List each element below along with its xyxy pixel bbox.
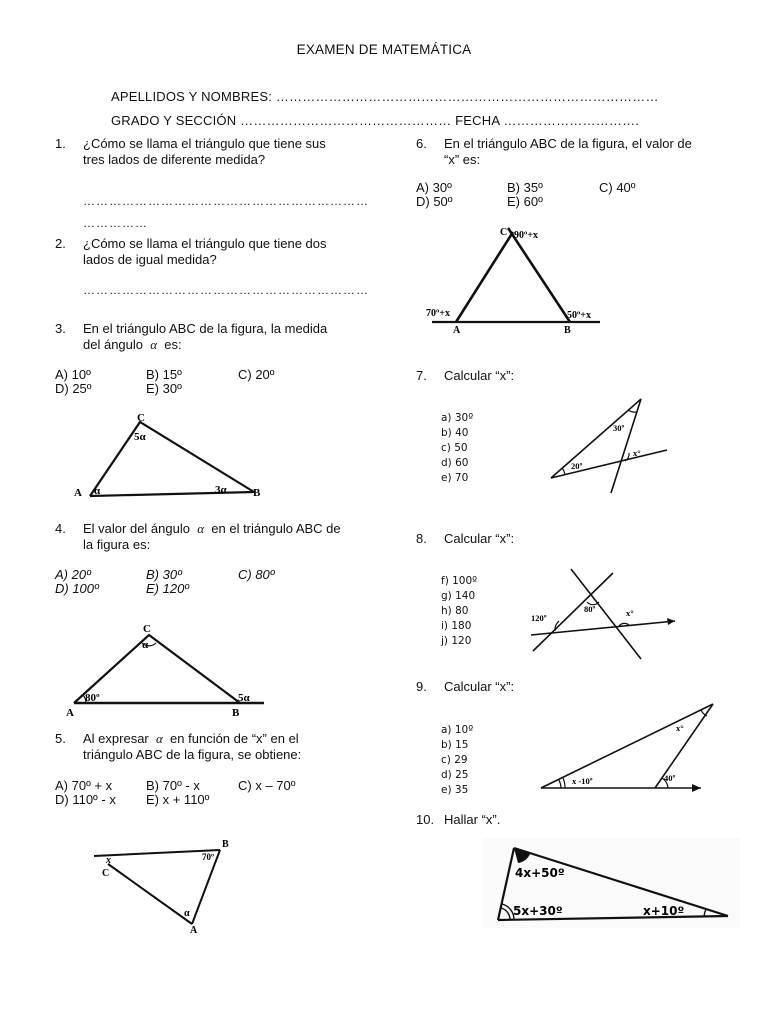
- question-6: [416, 136, 746, 176]
- option-c[interactable]: c) 29: [441, 754, 468, 766]
- question-9: [416, 679, 746, 697]
- question-1: [55, 136, 385, 176]
- option-c[interactable]: C) 80º: [238, 567, 275, 582]
- option-f[interactable]: f) 100º: [441, 575, 478, 587]
- options-q8: [441, 574, 477, 649]
- answer-blank[interactable]: …………………………………………………………: [83, 283, 369, 297]
- angle-figure-q8: [525, 565, 685, 660]
- angle-figure-q7: [545, 393, 675, 498]
- option-b[interactable]: b) 15: [441, 739, 469, 751]
- question-text: ¿Cómo se llama el triángulo que tiene dos lados de igual medida?: [83, 236, 327, 267]
- date-label: FECHA: [455, 113, 500, 128]
- question-number: 9.: [416, 679, 427, 694]
- option-d[interactable]: D) 100º: [55, 581, 99, 596]
- grade-date-line: [111, 113, 639, 128]
- angle-label: x°: [676, 723, 684, 733]
- question-number: 7.: [416, 368, 427, 383]
- question-text: Calcular “x”:: [444, 368, 515, 383]
- alpha-symbol: α: [197, 521, 205, 536]
- angle-label: x+10º: [643, 904, 685, 918]
- vertex-label: B: [564, 325, 571, 336]
- option-j[interactable]: j) 120: [441, 635, 472, 647]
- option-b[interactable]: B) 35º: [507, 180, 543, 195]
- angle-label: x°: [626, 608, 634, 618]
- question-7: [416, 368, 746, 386]
- grade-blank: …………………………………………: [240, 113, 452, 128]
- question-number: 8.: [416, 531, 427, 546]
- options-q3: [55, 368, 385, 400]
- option-b[interactable]: B) 30º: [146, 567, 182, 582]
- option-i[interactable]: i) 180: [441, 620, 472, 632]
- date-blank: ………………………….: [503, 113, 640, 128]
- option-e[interactable]: E) 30º: [146, 381, 182, 396]
- option-g[interactable]: g) 140: [441, 590, 476, 602]
- angle-label: 4x+50º: [515, 866, 565, 880]
- angle-label: 5x+30º: [513, 904, 563, 918]
- option-d[interactable]: D) 50º: [416, 194, 453, 209]
- exam-title: EXAMEN DE MATEMÁTICA: [296, 42, 472, 57]
- question-text: ¿Cómo se llama el triángulo que tiene sus tres lados de diferente medida?: [83, 136, 326, 167]
- option-d[interactable]: d) 25: [441, 769, 469, 781]
- angle-label: 80º: [584, 604, 596, 614]
- question-number: 10.: [416, 812, 435, 827]
- grade-label: GRADO Y SECCIÓN: [111, 113, 237, 128]
- vertex-label: B: [222, 839, 229, 850]
- question-8: [416, 531, 746, 549]
- angle-figure-q9: [535, 698, 720, 798]
- answer-blank[interactable]: ……………: [83, 216, 148, 230]
- angle-label: 5α: [134, 431, 146, 443]
- option-h[interactable]: h) 80: [441, 605, 469, 617]
- vertex-label: C: [143, 623, 151, 635]
- vertex-label: A: [190, 925, 198, 936]
- option-d[interactable]: D) 110º - x: [55, 792, 116, 807]
- vertex-label: A: [453, 325, 461, 336]
- vertex-label: A: [66, 707, 74, 719]
- option-b[interactable]: b) 40: [441, 427, 469, 439]
- options-q5: [55, 779, 385, 811]
- question-text: Hallar “x”.: [444, 812, 501, 827]
- triangle-figure-q10: [482, 838, 740, 928]
- question-number: 4.: [55, 521, 66, 536]
- vertex-label: C: [500, 227, 508, 238]
- angle-label: 120º: [531, 613, 547, 623]
- angle-label: α: [94, 485, 101, 497]
- question-number: 2.: [55, 236, 66, 251]
- option-e[interactable]: e) 35: [441, 784, 469, 796]
- question-2: [55, 236, 385, 276]
- options-q4: [55, 568, 385, 600]
- angle-label: 30º: [613, 423, 625, 433]
- question-number: 1.: [55, 136, 66, 151]
- angle-label: x: [106, 855, 111, 866]
- vertex-label: B: [253, 487, 261, 499]
- question-3: [55, 321, 385, 361]
- option-a[interactable]: A) 30º: [416, 180, 452, 195]
- option-b[interactable]: B) 70º - x: [146, 778, 200, 793]
- vertex-label: A: [74, 487, 82, 499]
- triangle-figure-q5: [88, 836, 238, 936]
- vertex-label: B: [232, 707, 240, 719]
- angle-label: 90º+x: [514, 230, 538, 241]
- options-q7: [441, 411, 473, 486]
- alpha-symbol: α: [150, 337, 158, 352]
- option-e[interactable]: E) 120º: [146, 581, 190, 596]
- option-d[interactable]: d) 60: [441, 457, 469, 469]
- question-number: 5.: [55, 731, 66, 746]
- angle-label: x -10º: [572, 776, 593, 786]
- options-q6: [416, 181, 746, 213]
- question-text: En el triángulo ABC de la figura, la medida del ángulo α es:: [83, 321, 328, 352]
- option-e[interactable]: E) 60º: [507, 194, 543, 209]
- option-e[interactable]: E) x + 110º: [146, 792, 210, 807]
- angle-label: α: [184, 908, 190, 919]
- question-text: Al expresar α en función de “x” en el triángulo ABC de la figura, se obtiene:: [83, 731, 302, 762]
- option-c[interactable]: C) 40º: [599, 180, 636, 195]
- option-c[interactable]: c) 50: [441, 442, 468, 454]
- option-a[interactable]: A) 20º: [55, 567, 91, 582]
- triangle-figure-q3: [70, 408, 270, 503]
- option-d[interactable]: D) 25º: [55, 381, 92, 396]
- option-e[interactable]: e) 70: [441, 472, 469, 484]
- question-text: En el triángulo ABC de la figura, el valor de “x” es:: [444, 136, 692, 167]
- option-a[interactable]: A) 70º + x: [55, 778, 113, 793]
- vertex-label: C: [137, 412, 145, 424]
- option-b[interactable]: B) 15º: [146, 367, 182, 382]
- question-number: 3.: [55, 321, 66, 336]
- angle-label: 5α: [238, 692, 250, 704]
- question-5: [55, 731, 385, 771]
- option-c[interactable]: C) 20º: [238, 367, 275, 382]
- triangle-figure-q6: [420, 222, 610, 338]
- question-number: 6.: [416, 136, 427, 151]
- angle-label: 20º: [571, 461, 583, 471]
- question-text: El valor del ángulo α en el triángulo ABC de la figura es:: [83, 521, 341, 552]
- option-a[interactable]: A) 10º: [55, 367, 91, 382]
- triangle-figure-q4: [62, 618, 272, 720]
- angle-label: x°: [633, 448, 641, 458]
- vertex-label: C: [102, 868, 110, 879]
- angle-label: 70º: [202, 852, 214, 862]
- angle-label: 80º: [85, 692, 100, 704]
- names-line: [111, 89, 659, 104]
- option-a[interactable]: a) 10º: [441, 724, 474, 736]
- option-c[interactable]: C) x – 70º: [238, 778, 296, 793]
- alpha-symbol: α: [155, 731, 163, 746]
- option-a[interactable]: a) 30º: [441, 412, 474, 424]
- angle-label: 50º+x: [567, 310, 591, 321]
- question-text: Calcular “x”:: [444, 679, 515, 694]
- answer-blank[interactable]: …………………………………………………………: [83, 194, 369, 208]
- angle-label: α: [142, 639, 149, 651]
- question-10: [416, 812, 746, 830]
- angle-label: 40º: [664, 773, 676, 783]
- angle-label: 3α: [215, 484, 227, 496]
- options-q9: [441, 723, 473, 798]
- question-text: Calcular “x”:: [444, 531, 515, 546]
- angle-label: 70º+x: [426, 308, 450, 319]
- question-4: [55, 521, 385, 561]
- names-blank: ……………………………………………………………………………: [275, 89, 659, 104]
- names-label: APELLIDOS Y NOMBRES:: [111, 89, 273, 104]
